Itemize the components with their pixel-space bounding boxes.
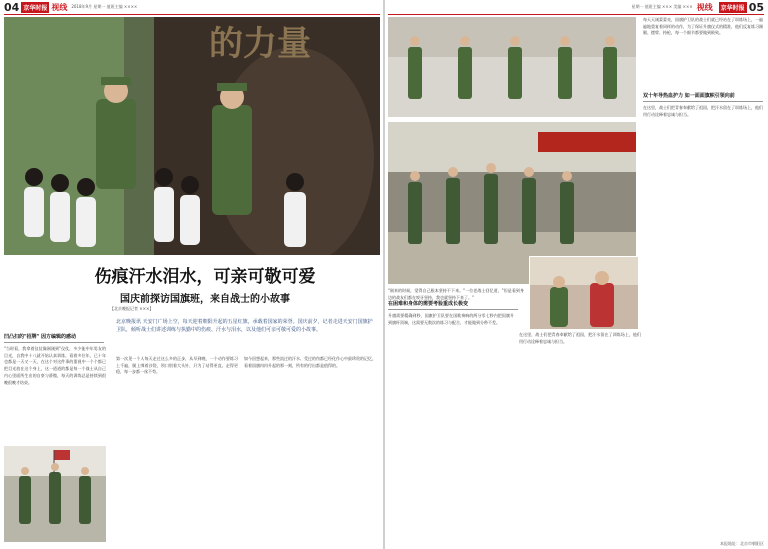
section-rule [643, 101, 763, 102]
left-page-header [4, 0, 137, 14]
article-column: 每天天刚蒙蒙亮，国旗护卫队的战士们就已经站在了训练场上，一遍遍地重复着同样的动作，为了保证升旗仪式的精准，他们反复练习踢腿、摆臂、持枪，每一个细节都要做到极致。 [643, 17, 763, 36]
header-rule [4, 14, 380, 15]
main-photo [4, 17, 380, 255]
section-heading: 凹凸扫的"招牌" 因方编辑的感动 [4, 334, 76, 340]
header-meta: 星期一 值班主编 ××× 美编 ××× [631, 4, 693, 9]
headline: 伤痕汗水泪水，可亲可敬可爱 [94, 267, 316, 287]
svg-text:的力量: 的力量 [209, 24, 311, 64]
section-title: 视线 [696, 2, 713, 12]
footer-text: 本报地址：北京市朝阳区 [720, 541, 764, 546]
article-column: 如今回想起来，那些流过的汗水、受过的伤都已经化作心中最珍贵的记忆，看着国旗冉冉升起的那一刻，所有的付出都是值得的。 [244, 356, 376, 368]
byline: 【北京晚报记者 ×××】 [110, 306, 154, 311]
right-page [385, 0, 768, 549]
inset-photo [529, 256, 639, 330]
subheadline: 国庆前探访国旗班，来自战士的小故事 [120, 294, 290, 305]
section-heading: 在困难和身体的需要考验重成长极变 [388, 301, 469, 307]
page-number: 04 [4, 0, 20, 14]
header-meta: 2018年9月 星期一 值班主编 ×××× [71, 4, 138, 9]
section-rule [388, 309, 518, 310]
section-heading: 双十年导热血护力 如一面面旗帜引领向前 [643, 93, 735, 99]
article-column: 第一次见一个人每天走过这么多的正步，从早到晚，一个动作要练习上千遍，腿上绑着沙袋，领口别着大头针，只为了站得更直、走得更稳，每一步都一丝不苟。 [116, 356, 238, 375]
newspaper-logo: 京华时报 [21, 2, 49, 13]
section-title: 视线 [51, 2, 68, 12]
newspaper-logo: 京华时报 [719, 2, 747, 13]
article-column: 升旗需要精确到秒，国旗护卫队要在国歌奏响的两分零七秒内把国旗升到旗杆顶端，这需要无数次的练习与配合，才能做到分秒不差。 [388, 313, 514, 325]
guards-photo [4, 446, 106, 542]
lead-paragraph: 北京晚报讯 天安门广场上空，每天迎着朝阳升起的五星红旗，承载着国家的荣誉。国庆前夕，记者走进天安门国旗护卫队，倾听战士们讲述训练与执勤中的伤痕、汗水与泪水，以及他们可亲可敬可爱的小故事。 [116, 319, 373, 333]
drill-photo [388, 17, 636, 117]
article-column: "当时看，我拿着仪仗像刚刚到"仪仗，多少能中年男友的目光，自我中十八就开始认真训练，看着多位年，已十年也都是一天又一天，在这个对这件事的重视中一个个都已把目光放在这个身上，这一道道的都是每一个战士从自己内心里面所生出的自豪与骄傲，每天的训练总是持续到很晚很晚才结束。 [4, 346, 106, 385]
right-page-header [631, 0, 764, 14]
page-number: 05 [748, 0, 764, 14]
article-column: 在这里，战士们把青春奉献给了祖国，把汗水留在了训练场上，他们用行动诠释着忠诚与担当。 [643, 105, 763, 117]
article-column: 在这里，战士们把青春奉献给了祖国，把汗水留在了训练场上，他们用行动诠释着忠诚与担当。 [519, 332, 641, 344]
header-rule [388, 14, 764, 15]
photo-caption: "刚来的时候，觉得自己根本坚持不下来。"一位老战士回忆道，"但是看到身边的战友们都在咬牙坚持，我也就坚持下来了。" [388, 288, 524, 300]
section-rule [4, 342, 104, 343]
